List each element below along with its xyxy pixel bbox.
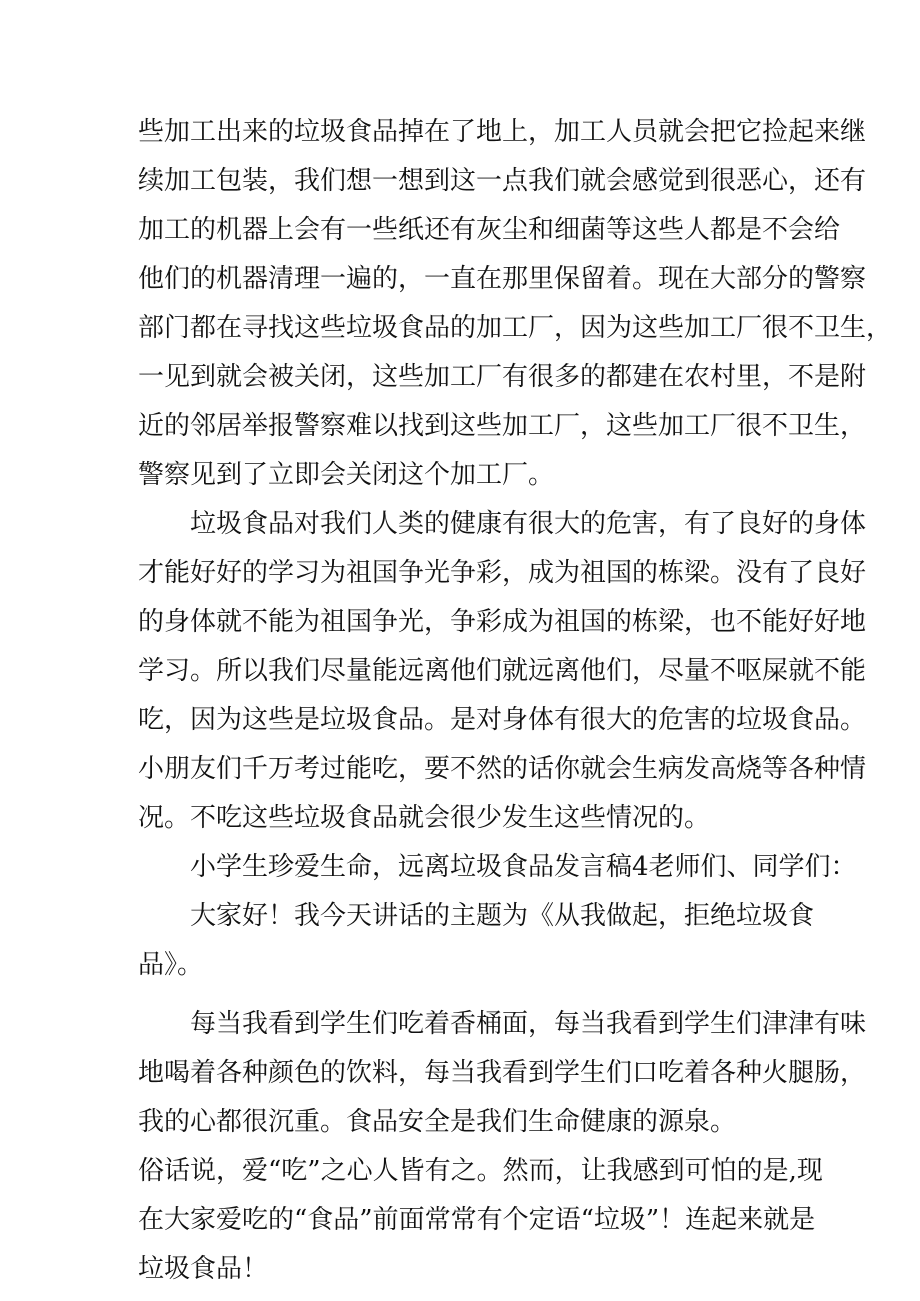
paragraph-2-line-2: 才能好好的学习为祖国争光争彩，成为祖国的栋梁。没有了良好 [138, 558, 867, 588]
paragraph-4-line-2: 品》。 [138, 950, 204, 980]
paragraph-1-line-2: 续加工包装，我们想一想到这一点我们就会感觉到很恶心，还有 [138, 166, 867, 196]
paragraph-5-line-3: 我的心都很沉重。食品安全是我们生命健康的源泉。 [138, 1107, 737, 1137]
paragraph-1-line-7: 近的邻居举报警察难以找到这些加工厂，这些加工厂很不卫生， [138, 411, 867, 441]
paragraph-1-line-6: 一见到就会被关闭，这些加工厂有很多的都建在农村里，不是附 [138, 362, 867, 392]
paragraph-2-line-6: 小朋友们千万考过能吃，要不然的话你就会生病发高烧等各种情 [138, 754, 867, 784]
paragraph-1-line-8: 警察见到了立即会关闭这个加工厂。 [138, 460, 555, 490]
paragraph-1-line-5: 部门都在寻找这些垃圾食品的加工厂，因为这些加工厂很不卫生， [138, 313, 893, 343]
paragraph-2-line-5: 吃，因为这些是垃圾食品。是对身体有很大的危害的垃圾食品。 [138, 705, 867, 735]
paragraph-1-line-4: 他们的机器清理一遍的，一直在那里保留着。现在大部分的警察 [138, 264, 867, 294]
speech-title-line: 小学生珍爱生命，远离垃圾食品发言稿4老师们、同学们： [190, 852, 857, 882]
paragraph-6-line-3: 垃圾食品！ [138, 1254, 269, 1284]
paragraph-2-line-7: 况。不吃这些垃圾食品就会很少发生这些情况的。 [138, 803, 711, 833]
paragraph-6-line-2: 在大家爱吃的“食品”前面常常有个定语“垃圾”！连起来就是 [138, 1205, 816, 1235]
paragraph-5-line-2: 地喝着各种颜色的饮料，每当我看到学生们口吃着各种火腿肠， [138, 1058, 867, 1088]
paragraph-1-line-3: 加工的机器上会有一些纸还有灰尘和细菌等这些人都是不会给 [138, 215, 841, 245]
paragraph-2-line-4: 学习。所以我们尽量能远离他们就远离他们，尽量不呕屎就不能 [138, 656, 867, 686]
paragraph-5-line-1: 每当我看到学生们吃着香桶面，每当我看到学生们津津有味 [190, 1009, 867, 1039]
paragraph-1-line-1: 些加工出来的垃圾食品掉在了地上，加工人员就会把它捡起来继 [138, 117, 867, 147]
paragraph-2-line-1: 垃圾食品对我们人类的健康有很大的危害，有了良好的身体 [190, 509, 867, 539]
paragraph-4-line-1: 大家好！我今天讲话的主题为《从我做起，拒绝垃圾食 [190, 901, 815, 931]
paragraph-2-line-3: 的身体就不能为祖国争光，争彩成为祖国的栋梁，也不能好好地 [138, 607, 867, 637]
paragraph-6-line-1: 俗话说，爱“吃”之心人皆有之。然而，让我感到可怕的是,现 [138, 1156, 823, 1186]
